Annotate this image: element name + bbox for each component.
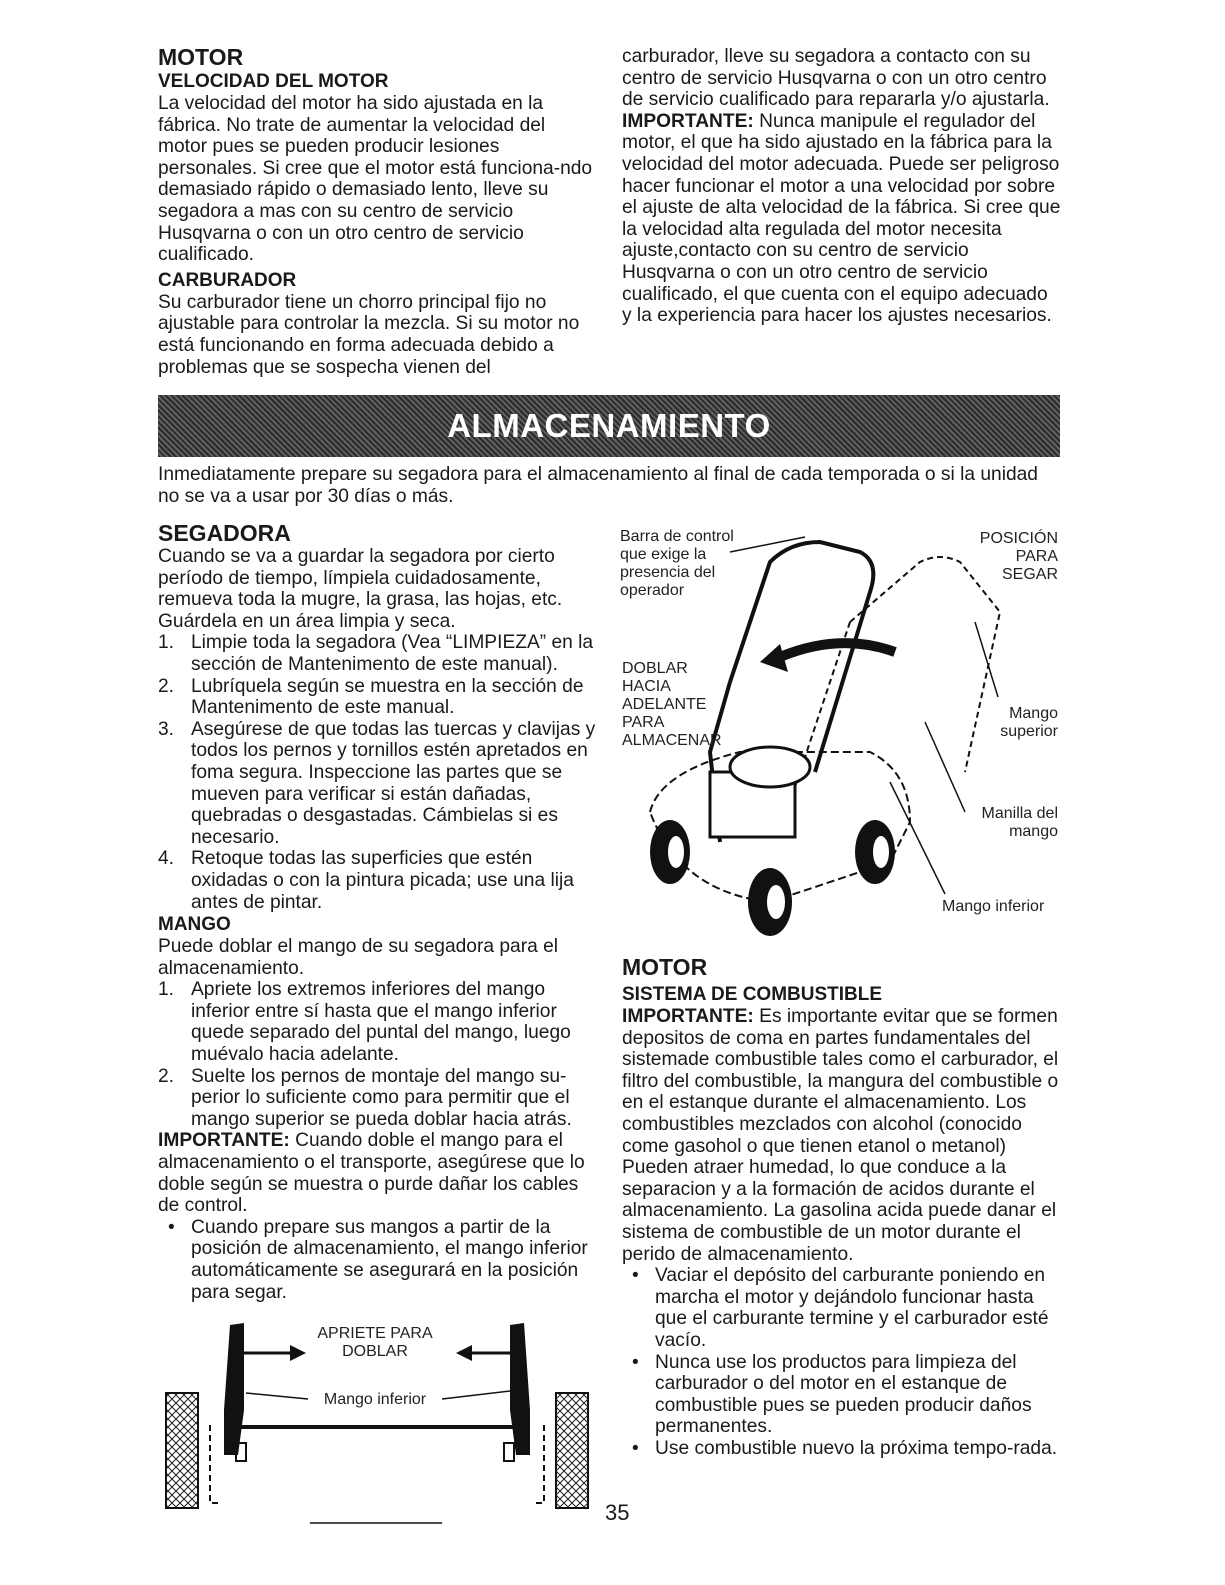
list-item: 2. Suelte los pernos de montaje del mango su-perior lo suficiente como para permitir que el mango superior se pueda doblar hacia atrás.: [158, 1065, 572, 1130]
doblar-label: DOBLAR HACIA ADELANTE PARA ALMACENAR: [622, 660, 722, 749]
mango-inferior-label: Mango inferior: [942, 898, 1045, 915]
mango-importante-paragraph: IMPORTANTE: Cuando doble el mango para el almacenamiento o el transporte, asegúrese que lo doble según se muestra o purde dañar los cables de control.: [158, 1130, 585, 1217]
motor2-importante-paragraph: IMPORTANTE: Es importante evitar que se formen depositos de coma en partes fundamentales del sistemade combustible tales como el carburador, el filtro del combustible, la mangura del combustible o en el estanque durante el almacenamiento. Los combustibles mezclados con alcohol (conocido come gasohol o que tienen etanol o metanol) Pueden atraer humedad, lo que conduce a la separacion y a la formación de acidos durante el almacenamiento. La gasolina acida puede danar el sistema de combustible de un motor durante el perido de almacenamiento.: [622, 1006, 1059, 1265]
importante-paragraph: [622, 111, 1062, 327]
list-item: • Vaciar el depósito del carburante poniendo en marcha el motor y dejándolo funcionar hasta que el carburante termine y el carburador esté vacío.: [632, 1265, 1049, 1351]
handle-figure: [160, 1315, 600, 1530]
list-item: 3. Asegúrese de que todas las tuercas y clavijas y todos los pernos y tornillos estén apretados en foma segura. Inspeccione las partes que se mueven para verificar si están dañadas, quebradas o desgastadas. Cámbielas si es necesario.: [158, 718, 596, 848]
right-bottom-column: [622, 954, 1062, 1459]
mango-steps: [158, 979, 598, 1130]
left-top-column: [158, 44, 598, 378]
intro-block: [158, 464, 1058, 507]
page-number: 35: [605, 1500, 630, 1525]
sistema-heading: SISTEMA DE COMBUSTIBLE: [622, 984, 883, 1005]
list-item: • Cuando prepare sus mangos a partir de la posición de almacenamiento, el mango inferior automáticamente se asegurará en la posición para segar.: [168, 1216, 588, 1303]
list-item: • Use combustible nuevo la próxima tempo-rada.: [632, 1437, 1058, 1459]
motor2-importante-label: IMPORTANTE:: [622, 1006, 754, 1027]
mango-importante-label: IMPORTANTE:: [158, 1130, 290, 1152]
almacenamiento-banner: [158, 395, 1060, 457]
importante-text: Nunca manipule el regulador del motor, el que ha sido ajustado en la fábrica para la velocidad del motor adecuada. Puede ser peligroso hacer funcionar el motor a una velocidad por sobre el ajuste de alta velocidad de la fábrica. Si cree que la velocidad alta regulada del motor necesita ajuste,contacto con su centro de servicio Husqvarna o con un otro centro de servicio cualificado, el que cuenta con el equipo adecuado y la experiencia para hacer los ajustes necesarios.: [622, 110, 1061, 327]
posicion-segar-label: POSICIÓN PARA SEGAR: [979, 530, 1058, 583]
mower-figure: [620, 522, 1060, 942]
intro-text: Inmediatamente prepare su segadora para el almacenamiento al final de cada temporada o si la unidad no se va a usar por 30 días o más.: [158, 464, 1038, 507]
right-wheel-shape: [556, 1393, 588, 1508]
motor-heading: MOTOR: [158, 44, 244, 70]
mango-bullets: [158, 1217, 598, 1303]
segadora-steps: [158, 632, 598, 913]
list-item: 1. Limpie toda la segadora (Vea “LIMPIEZA” en la sección de Mantenimento de este manual).: [158, 632, 594, 675]
barra-control-label: Barra de control que exige la presencia del operador: [620, 528, 734, 599]
right-top-column: [622, 46, 1062, 327]
segadora-text: Cuando se va a guardar la segadora por cierto período de tiempo, límpiela cuidadosamente, remueva toda la mugre, la grasa, las hojas, etc. Guárdela en un área limpia y seca.: [158, 546, 563, 632]
left-bottom-column: [158, 520, 598, 1303]
list-item: 1. Apriete los extremos inferiores del mango inferior entre sí hasta que el mango inferior quede separado del puntal del mango, luego muévalo hacia adelante.: [158, 979, 571, 1066]
carburador-continued-text: carburador, lleve su segadora a contacto con su centro de servicio Husqvarna o con un otro centro de servicio cualificado para repararla y/o ajustarla.: [622, 46, 1050, 111]
mango-heading: MANGO: [158, 914, 231, 936]
carburador-text: Su carburador tiene un chorro principal fijo no ajustable para controlar la mezcla. Si su motor no está funcionando en forma adecuada debido a problemas que se sospecha vienen del: [158, 291, 580, 378]
mango-superior-label: Mango superior: [1000, 705, 1058, 740]
list-item: 2. Lubríquela según se muestra en la sección de Mantenimento de este manual.: [158, 675, 584, 719]
apriete-label: APRIETE PARA DOBLAR: [317, 1325, 433, 1360]
motor2-bullets: [622, 1265, 1062, 1459]
list-item: 4. Retoque todas las superficies que estén oxidadas o con la pintura picada; use una lija antes de pintar.: [158, 848, 574, 913]
velocidad-heading: VELOCIDAD DEL MOTOR: [158, 71, 389, 92]
velocidad-text: La velocidad del motor ha sido ajustada en la fábrica. No trate de aumentar la velocidad del motor pues se pueden producir lesiones personales. Si cree que el motor está funciona-ndo demasiado rápido o demasiado lento, lleve su segadora a mas con su centro de servicio Husqvarna o con un otro centro de servicio cualificado.: [158, 93, 593, 266]
left-wheel-shape: [166, 1393, 198, 1508]
carburador-heading: CARBURADOR: [158, 269, 297, 291]
segadora-heading: SEGADORA: [158, 520, 291, 546]
importante-label: IMPORTANTE:: [622, 110, 754, 132]
mango-text: Puede doblar el mango de su segadora para el almacenamiento.: [158, 936, 559, 979]
manilla-label: Manilla del mango: [981, 805, 1058, 840]
list-item: • Nunca use los productos para limpieza del carburador o del motor en el estanque de combustible pues se pueden producir daños permanentes.: [632, 1351, 1032, 1438]
motor2-heading: MOTOR: [622, 954, 708, 980]
banner-title: ALMACENAMIENTO: [447, 407, 771, 444]
handle-mango-inferior-label: Mango inferior: [323, 1391, 427, 1408]
